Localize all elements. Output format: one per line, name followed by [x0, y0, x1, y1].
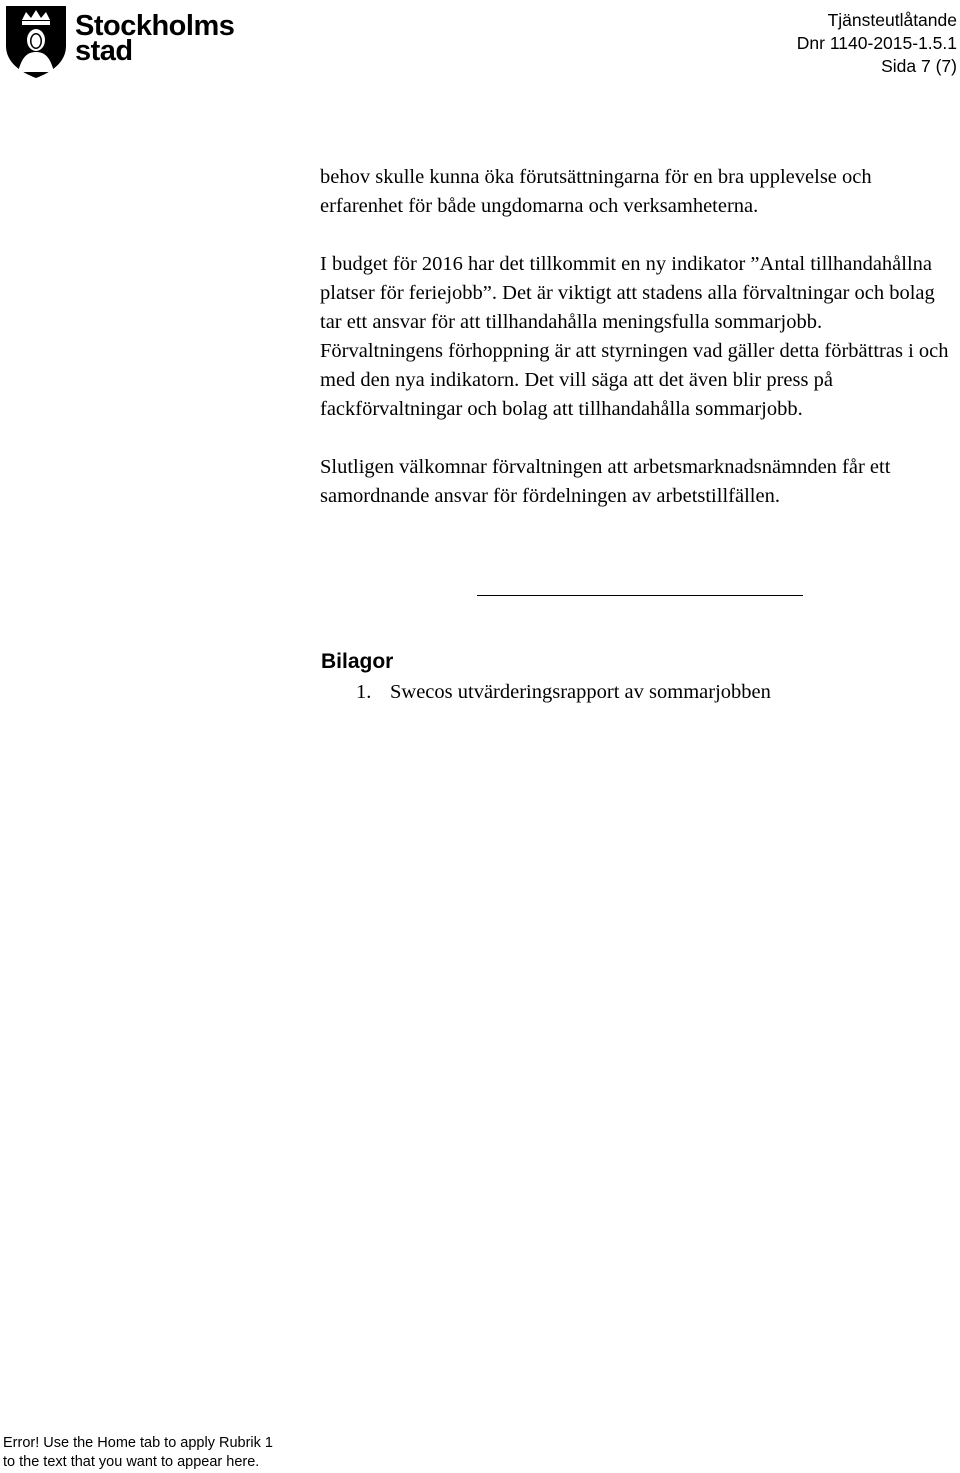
footer-error-line: to the text that you want to appear here.: [3, 1454, 260, 1470]
attachment-item: [356, 678, 771, 707]
document-number: Dnr 1140-2015-1.5.1: [796, 33, 957, 53]
attachments-heading: Bilagor: [321, 650, 394, 673]
attachment-title: Swecos utvärderingsrapport av sommarjobben: [390, 681, 771, 703]
document-type: Tjänsteutlåtande: [827, 10, 957, 30]
page-number: Sida 7 (7): [881, 56, 957, 76]
body-paragraph: I budget för 2016 har det tillkommit en ny indikator ”Antal tillhandahållna platser för feriejobb”. Det är viktigt att stadens alla förvaltningar och bolag tar ett ansvar för att tillhandahålla meningsfulla sommarjobb. Förvaltningens förhoppning är att styrningen vad gäller detta förbättras i och med den nya indikatorn. Det vill säga att det även blir press på fackförvaltningar och bolag att tillhandahålla sommarjobb.: [320, 253, 949, 420]
body-paragraph: Slutligen välkomnar förvaltningen att arbetsmarknadsnämnden får ett samordnande ansvar för fördelningen av arbetstillfällen.: [320, 456, 891, 507]
document-body: [320, 163, 950, 540]
attachments-list: [356, 678, 771, 707]
footer-error-line: Error! Use the Home tab to apply Rubrik 1: [3, 1435, 273, 1451]
stockholm-crown-shield-icon: [6, 6, 66, 78]
logo-wordmark-stockholms: Stockholms: [75, 10, 234, 42]
section-divider: [477, 595, 803, 596]
footer-error-text: [3, 1434, 273, 1472]
attachment-number: 1.: [356, 681, 372, 703]
document-header-meta: [797, 9, 957, 78]
body-paragraph: behov skulle kunna öka förutsättningarna för en bra upplevelse och erfarenhet för både ungdomarna och verksamheterna.: [320, 166, 872, 217]
stockholms-stad-logo: [4, 2, 234, 78]
logo-wordmark-stad: stad: [75, 35, 133, 67]
